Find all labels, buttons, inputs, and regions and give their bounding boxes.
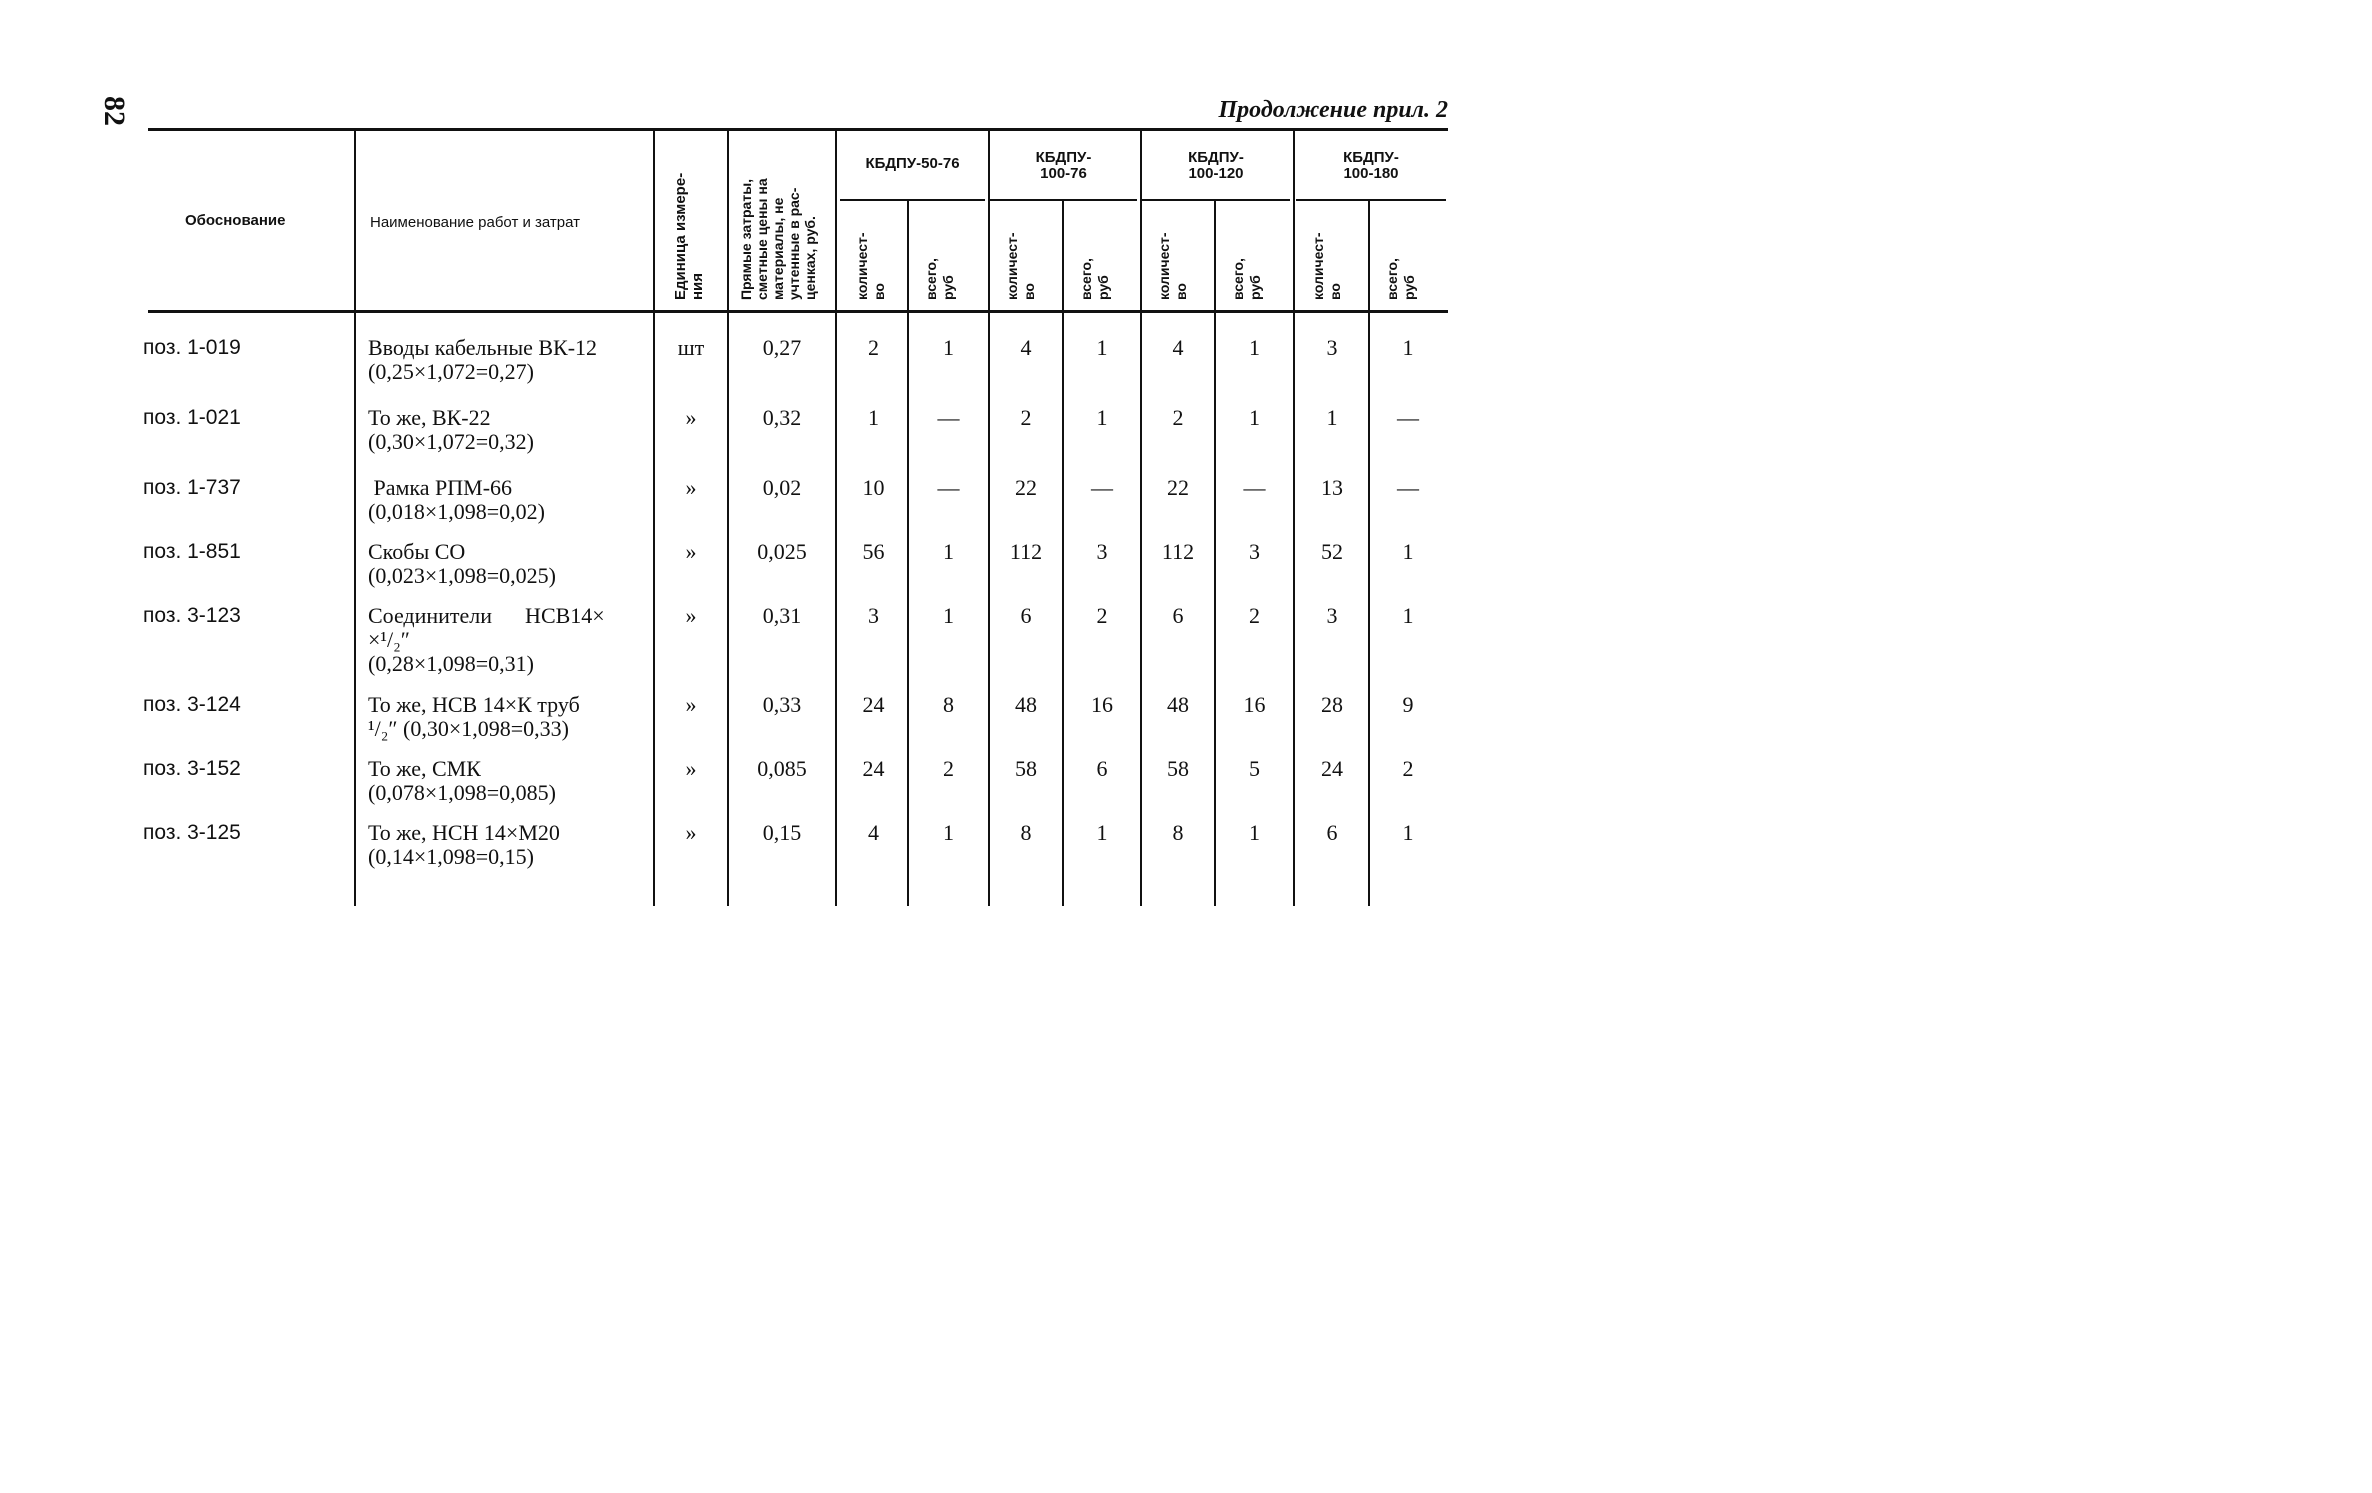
- row-total: —: [1243, 475, 1266, 500]
- row-name: То же, ВК-22 (0,30×1,072=0,32): [368, 405, 534, 454]
- header-quantity: количест- во: [1004, 232, 1037, 300]
- row-quantity: 3: [1326, 335, 1338, 360]
- row-cost: 0,15: [762, 820, 802, 845]
- row-quantity: 4: [1172, 335, 1184, 360]
- row-basis: поз. 1-019: [143, 336, 241, 359]
- row-quantity: 22: [1015, 475, 1037, 500]
- row-total: 1: [1402, 603, 1414, 628]
- header-group-1: КБДПУ-50-76: [865, 155, 960, 172]
- header-total-rub: всего, руб: [1384, 258, 1417, 300]
- header-total-rub: всего, руб: [1230, 258, 1263, 300]
- header-group-2: КБДПУ- 100-76: [1035, 149, 1092, 182]
- header-cost: Прямые затраты, сметные цены на материалы, не учтенные в рас- ценках, руб.: [738, 178, 818, 300]
- column-divider: [1293, 131, 1295, 906]
- row-quantity: 48: [1015, 692, 1037, 717]
- row-quantity: 6: [1326, 820, 1338, 845]
- group-subrule: [840, 199, 985, 201]
- row-total: 2: [1402, 756, 1414, 781]
- table-top-rule: [148, 128, 1448, 131]
- header-group-4: КБДПУ- 100-180: [1343, 149, 1399, 182]
- header-total-rub: всего, руб: [1078, 258, 1111, 300]
- row-total: 1: [1249, 405, 1260, 430]
- row-total: 1: [943, 539, 954, 564]
- row-quantity: 1: [1326, 405, 1338, 430]
- row-name: То же, НСВ 14×К труб ¹/₂″ (0,30×1,098=0,33): [368, 692, 580, 741]
- row-basis: поз. 3-125: [143, 821, 241, 844]
- row-unit: »: [685, 603, 697, 628]
- row-quantity: 8: [1020, 820, 1032, 845]
- row-cost: 0,025: [757, 539, 807, 564]
- row-unit: шт: [677, 335, 705, 360]
- column-divider: [354, 131, 356, 906]
- row-cost: 0,27: [762, 335, 802, 360]
- row-quantity: 24: [1321, 756, 1343, 781]
- row-quantity: 58: [1015, 756, 1037, 781]
- row-total: 16: [1091, 692, 1113, 717]
- row-quantity: 52: [1321, 539, 1343, 564]
- row-basis: поз. 1-737: [143, 476, 241, 499]
- header-group-3: КБДПУ- 100-120: [1188, 149, 1244, 182]
- row-quantity: 2: [1172, 405, 1184, 430]
- header-quantity: количест- во: [1310, 232, 1343, 300]
- header-quantity: количест- во: [1156, 232, 1189, 300]
- row-total: 1: [1402, 335, 1414, 360]
- column-divider: [1140, 131, 1142, 906]
- header-bottom-rule: [148, 310, 1448, 313]
- row-quantity: 6: [1020, 603, 1032, 628]
- row-cost: 0,32: [762, 405, 802, 430]
- row-cost: 0,085: [757, 756, 807, 781]
- row-name: То же, НСН 14×М20 (0,14×1,098=0,15): [368, 820, 560, 869]
- column-divider: [835, 131, 837, 906]
- row-name: Рамка РПМ-66 (0,018×1,098=0,02): [368, 475, 545, 524]
- row-quantity: 8: [1172, 820, 1184, 845]
- row-total: 1: [1402, 820, 1414, 845]
- row-quantity: 56: [862, 539, 885, 564]
- continuation-caption: Продолжение прил. 2: [1218, 97, 1448, 123]
- row-quantity: 2: [868, 335, 879, 360]
- row-total: 1: [1249, 820, 1260, 845]
- row-total: —: [937, 475, 960, 500]
- row-unit: »: [685, 405, 697, 430]
- row-quantity: 58: [1167, 756, 1189, 781]
- row-quantity: 6: [1172, 603, 1184, 628]
- row-quantity: 3: [1326, 603, 1338, 628]
- row-unit: »: [685, 539, 697, 564]
- row-quantity: 24: [862, 756, 885, 781]
- row-quantity: 1: [868, 405, 879, 430]
- row-basis: поз. 3-152: [143, 757, 241, 780]
- row-total: 1: [943, 603, 954, 628]
- row-basis: поз. 3-124: [143, 693, 241, 716]
- header-quantity: количест- во: [854, 232, 887, 300]
- row-total: 1: [1096, 820, 1108, 845]
- row-unit: »: [685, 756, 697, 781]
- row-unit: »: [685, 475, 697, 500]
- row-total: 3: [1096, 539, 1108, 564]
- row-unit: »: [685, 820, 697, 845]
- row-unit: »: [685, 692, 697, 717]
- row-total: —: [1091, 475, 1113, 500]
- row-quantity: 2: [1020, 405, 1032, 430]
- header-basis: Обоснование: [185, 212, 286, 229]
- row-total: 1: [1249, 335, 1260, 360]
- group-subrule: [1142, 199, 1290, 201]
- row-quantity: 13: [1321, 475, 1343, 500]
- row-total: —: [1397, 475, 1419, 500]
- row-quantity: 3: [868, 603, 879, 628]
- group-subrule: [1296, 199, 1446, 201]
- row-total: 8: [943, 692, 954, 717]
- row-total: 1: [943, 335, 954, 360]
- page-number: 82: [98, 96, 131, 126]
- row-total: 9: [1402, 692, 1414, 717]
- row-total: 16: [1243, 692, 1266, 717]
- row-total: 2: [1249, 603, 1260, 628]
- row-basis: поз. 1-851: [143, 540, 241, 563]
- row-total: —: [937, 405, 960, 430]
- row-quantity: 28: [1321, 692, 1343, 717]
- row-name: Скобы СО (0,023×1,098=0,025): [368, 539, 556, 588]
- row-total: 1: [1402, 539, 1414, 564]
- row-quantity: 112: [1009, 539, 1043, 564]
- row-total: 6: [1096, 756, 1108, 781]
- row-basis: поз. 3-123: [143, 604, 241, 627]
- row-total: —: [1397, 405, 1419, 430]
- row-quantity: 4: [868, 820, 879, 845]
- row-quantity: 24: [862, 692, 885, 717]
- header-name: Наименование работ и затрат: [370, 214, 581, 231]
- row-cost: 0,31: [762, 603, 802, 628]
- row-name: Вводы кабельные ВК-12 (0,25×1,072=0,27): [368, 335, 598, 384]
- row-total: 1: [1096, 335, 1108, 360]
- row-total: 2: [1096, 603, 1108, 628]
- row-total: 5: [1249, 756, 1260, 781]
- row-cost: 0,33: [762, 692, 802, 717]
- row-quantity: 4: [1020, 335, 1032, 360]
- row-name: Соединители НСВ14× ×¹/₂″ (0,28×1,098=0,31): [368, 603, 605, 676]
- row-name: То же, СМК (0,078×1,098=0,085): [368, 756, 556, 805]
- row-total: 3: [1249, 539, 1260, 564]
- row-quantity: 48: [1167, 692, 1189, 717]
- row-total: 2: [943, 756, 954, 781]
- row-total: 1: [1096, 405, 1108, 430]
- column-divider: [727, 131, 729, 906]
- column-divider: [653, 131, 655, 906]
- header-total-rub: всего, руб: [923, 258, 956, 300]
- row-basis: поз. 1-021: [143, 406, 241, 429]
- row-quantity: 112: [1161, 539, 1195, 564]
- row-quantity: 10: [862, 475, 885, 500]
- header-unit: Единица измере- ния: [672, 172, 706, 300]
- row-quantity: 22: [1167, 475, 1189, 500]
- row-total: 1: [943, 820, 954, 845]
- column-divider: [988, 131, 990, 906]
- row-cost: 0,02: [762, 475, 802, 500]
